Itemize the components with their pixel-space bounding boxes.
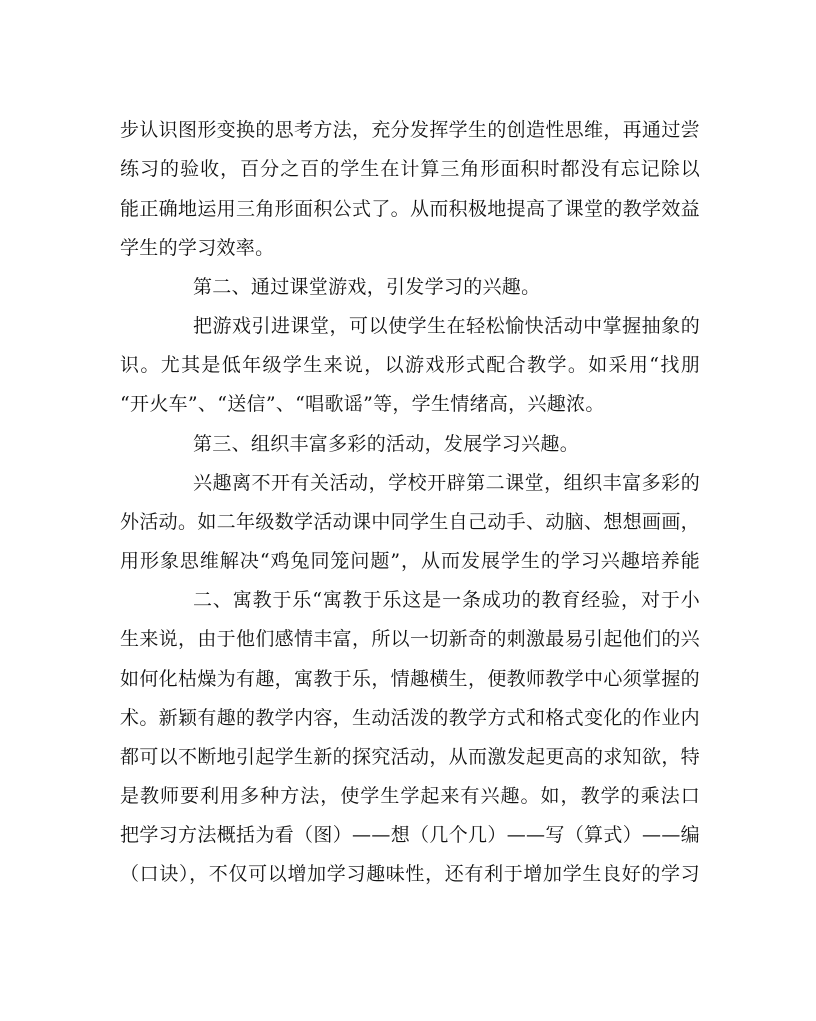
- text-line: 如何化枯燥为有趣，寓教于乐，情趣横生，便教师教学中心须掌握的: [120, 668, 700, 690]
- text-line: 练习的验收，百分之百的学生在计算三角形面积时都没有忘记除以: [120, 158, 700, 180]
- section-heading: 第三、组织丰富多彩的活动，发展学习兴趣。: [193, 433, 580, 455]
- text-line: 步认识图形变换的思考方法，充分发挥学生的创造性思维，再通过尝: [120, 119, 700, 141]
- section-heading: 第二、通过课堂游戏，引发学习的兴趣。: [193, 276, 541, 298]
- text-line: 术。新颖有趣的教学内容，生动活泼的教学方式和格式变化的作业内: [120, 707, 700, 729]
- section-heading: 二、寓教于乐“寓教于乐这是一条成功的教育经验，对于小: [193, 589, 700, 611]
- text-line: 能正确地运用三角形面积公式了。从而积极地提高了课堂的教学效益: [120, 198, 700, 220]
- text-line: 都可以不断地引起学生新的探究活动，从而激发起更高的求知欲，特: [120, 746, 700, 768]
- text-line: “开火车”、“送信”、“唱歌谣”等，学生情绪高，兴趣浓。: [120, 393, 605, 415]
- text-line: 识。尤其是低年级学生来说，以游戏形式配合教学。如采用“找朋: [120, 354, 700, 376]
- text-line: 学生的学习效率。: [120, 237, 275, 259]
- text-line: 外活动。如二年级数学活动课中同学生自己动手、动脑、想想画画，: [120, 511, 700, 533]
- text-line: 兴趣离不开有关活动，学校开辟第二课堂，组织丰富多彩的: [193, 472, 700, 494]
- text-line: 把游戏引进课堂，可以使学生在轻松愉快活动中掌握抽象的: [193, 315, 700, 337]
- text-line: 生来说，由于他们感情丰富，所以一切新奇的刺激最易引起他们的兴: [120, 628, 700, 650]
- text-line: 是教师要利用多种方法，使学生学起来有兴趣。如，教学的乘法口: [120, 785, 700, 807]
- text-line: 把学习方法概括为看（图）——想（几个几）——写（算式）——编: [120, 824, 700, 846]
- text-line: （口诀），不仅可以增加学习趣味性，还有利于增加学生良好的学习: [120, 863, 700, 885]
- text-line: 用形象思维解决“鸡兔同笼问题”，从而发展学生的学习兴趣培养能: [120, 550, 700, 572]
